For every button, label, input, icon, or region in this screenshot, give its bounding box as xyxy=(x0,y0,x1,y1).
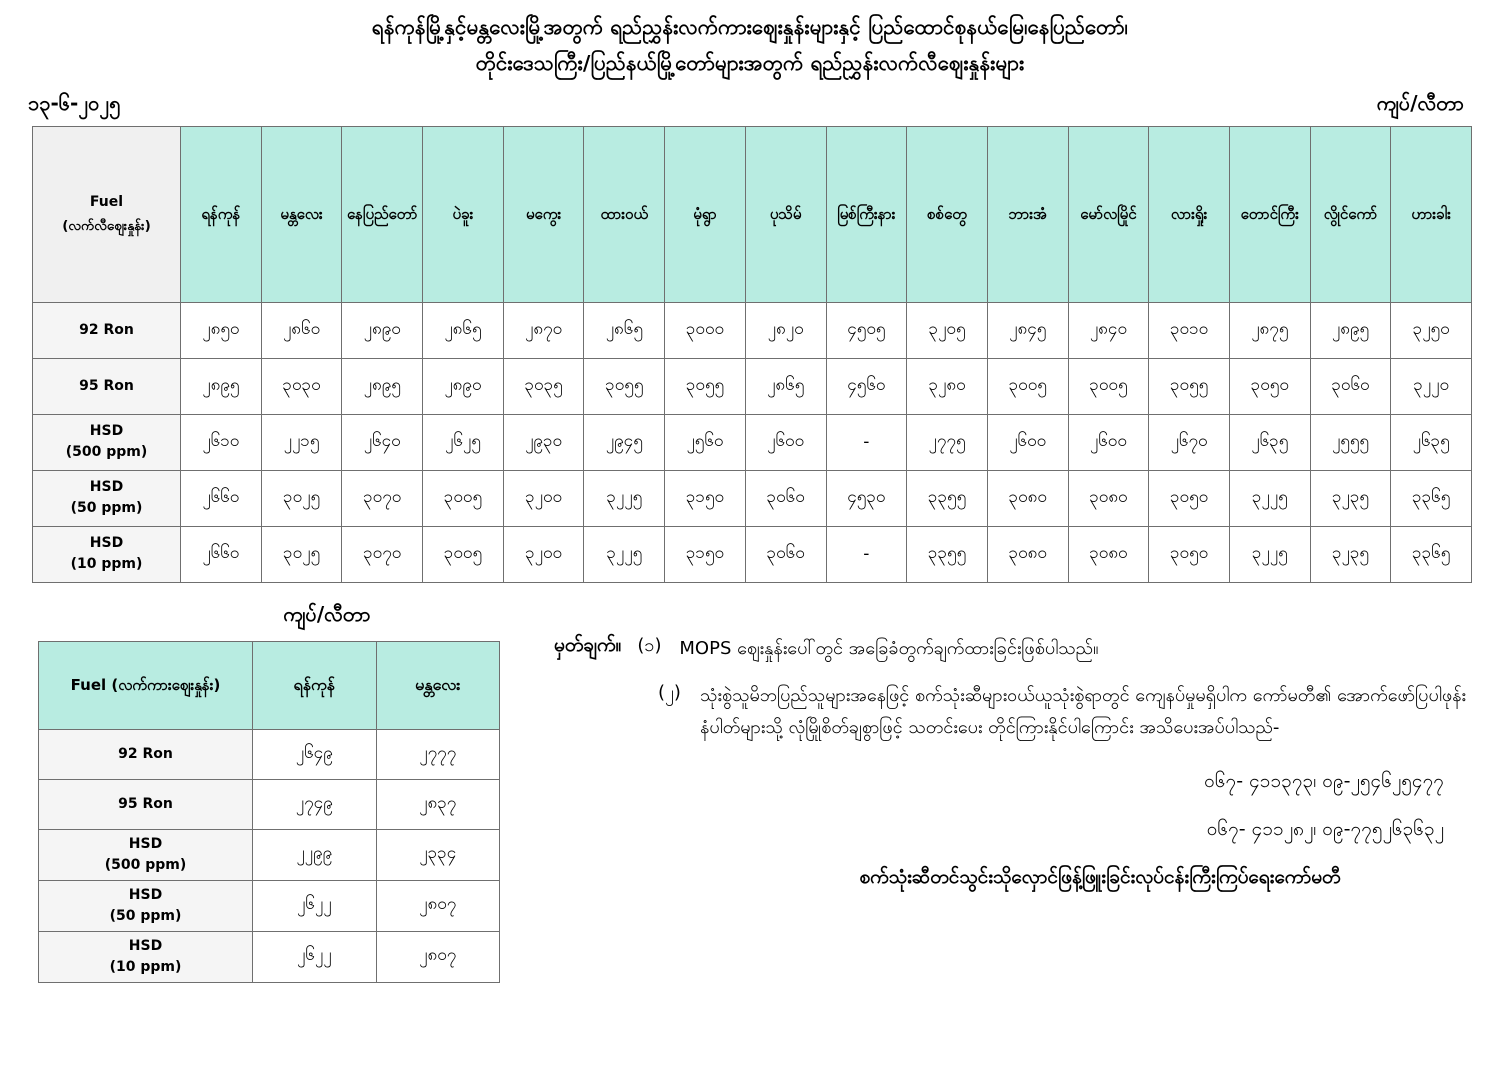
row-label-line-2: (10 ppm) xyxy=(109,958,182,975)
note-item xyxy=(658,680,1466,743)
column-header-city: တောင်ကြီး xyxy=(1229,126,1310,302)
retail-price-table xyxy=(32,126,1472,583)
row-header-fuel-type xyxy=(33,302,181,358)
price-cell: ၂၈၇၅ xyxy=(1229,302,1310,358)
wholesale-price-table xyxy=(38,641,500,983)
row-header-fuel-type xyxy=(33,358,181,414)
price-cell: ၃၂၅၀ xyxy=(1391,302,1472,358)
price-cell: ၃၀၆၀ xyxy=(745,526,826,582)
price-cell: ၂၆၂၅ xyxy=(423,414,504,470)
price-cell: ၂၂၉၉ xyxy=(253,829,377,880)
retail-price-table-wrapper xyxy=(0,126,1500,583)
price-cell: ၃၀၈၀ xyxy=(987,470,1068,526)
price-cell: ၂၆၄၀ xyxy=(342,414,423,470)
column-header-city: ပဲခူး xyxy=(423,126,504,302)
price-cell: ၂၈၉၀ xyxy=(423,358,504,414)
column-header-city: မန္တလေး xyxy=(376,641,500,729)
price-cell: ၂၈၉၀ xyxy=(342,302,423,358)
unit-label-wholesale: ကျပ်/လီတာ xyxy=(283,601,371,626)
price-cell: ၂၆၄၉ xyxy=(253,729,377,779)
price-cell: ၃၀၀၅ xyxy=(423,526,504,582)
retail-table-head xyxy=(33,126,1472,302)
row-label-line-1: 92 Ron xyxy=(118,745,173,762)
price-cell: ၄၅၀၅ xyxy=(826,302,907,358)
price-cell: ၃၃၅၅ xyxy=(907,526,988,582)
price-cell: ၂၆၆၀ xyxy=(181,470,262,526)
price-cell: ၃၀၇၀ xyxy=(342,470,423,526)
price-cell: ၂၅၆၀ xyxy=(665,414,746,470)
column-header-city: နေပြည်တော် xyxy=(342,126,423,302)
row-header-fuel-type xyxy=(33,526,181,582)
row-label-line-1: HSD xyxy=(128,937,163,954)
column-header-city: ရန်ကုန် xyxy=(253,641,377,729)
lower-section xyxy=(0,601,1500,983)
row-label-line-2: (50 ppm) xyxy=(109,907,182,924)
price-cell: ၂၆၂၂ xyxy=(253,880,377,931)
price-cell: - xyxy=(826,526,907,582)
price-cell: ၂၆၂၂ xyxy=(253,931,377,982)
price-cell: ၃၀၀၅ xyxy=(987,358,1068,414)
price-cell: ၂၅၅၅ xyxy=(1310,414,1391,470)
fuel-header-line-1: Fuel xyxy=(70,676,107,695)
price-cell: ၃၀၈၀ xyxy=(1068,470,1149,526)
price-cell: ၂၆၀၀ xyxy=(745,414,826,470)
column-header-city: လွိုင်ကော် xyxy=(1310,126,1391,302)
price-cell: ၃၀၀၅ xyxy=(1068,358,1149,414)
notes-section xyxy=(502,601,1466,894)
note-number: (၂) xyxy=(658,682,681,704)
note-item xyxy=(554,633,1466,665)
row-label-line-1: HSD xyxy=(89,479,124,496)
phone-line: ၀၆၇- ၄၁၁၃၇၃၊ ၀၉-၂၅၄၆၂၅၄၇၇ xyxy=(1204,770,1444,793)
title-line-2: တိုင်းဒေသကြီး/ပြည်နယ်မြို့တော်များအတွက် ရည်ညွှန်းလက်လီဈေးနှုန်းများ xyxy=(475,50,1025,75)
price-cell: ၂၇၇၅ xyxy=(907,414,988,470)
price-cell: ၂၈၆၀ xyxy=(261,302,342,358)
price-cell: ၃၀၅၀ xyxy=(1149,470,1230,526)
row-label-line-2: (500 ppm) xyxy=(104,856,187,873)
column-header-city: ရန်ကုန် xyxy=(181,126,262,302)
price-cell: ၂၆၃၅ xyxy=(1391,414,1472,470)
price-cell: ၂၆၀၀ xyxy=(987,414,1068,470)
price-cell: ၂၆၆၀ xyxy=(181,526,262,582)
contact-phones xyxy=(554,769,1466,845)
price-cell: ၂၂၁၅ xyxy=(261,414,342,470)
column-header-city: ဟားခါး xyxy=(1391,126,1472,302)
row-label-line-2: (500 ppm) xyxy=(65,444,148,461)
price-cell: ၃၀၈၀ xyxy=(987,526,1068,582)
price-cell: ၂၆၀၀ xyxy=(1068,414,1149,470)
wholesale-table-body xyxy=(39,729,500,982)
row-header-fuel-type xyxy=(39,729,253,779)
price-cell: ၂၆၁၀ xyxy=(181,414,262,470)
row-label-line-1: HSD xyxy=(128,886,163,903)
table-row xyxy=(33,526,1472,582)
price-cell: ၃၀၃၅ xyxy=(503,358,584,414)
row-label-line-2: (50 ppm) xyxy=(70,500,143,517)
wholesale-table-wrapper xyxy=(32,601,502,983)
fuel-header-line-1: Fuel xyxy=(89,193,124,210)
column-header-city: မြစ်ကြီးနား xyxy=(826,126,907,302)
report-date: ၁၃-၆-၂၀၂၅ xyxy=(28,90,121,115)
title-line-1: ရန်ကုန်မြို့နှင့်မန္တလေးမြို့အတွက် ရည်ညွှန်းလက်ကားဈေးနှုန်းများနှင့် ပြည်ထောင်စုနယ်မြေ၊နေပြည်တော်၊ xyxy=(371,15,1129,39)
price-cell: ၂၈၆၅ xyxy=(423,302,504,358)
price-cell: ၃၂၀၀ xyxy=(503,470,584,526)
price-cell: ၂၆၃၅ xyxy=(1229,414,1310,470)
price-cell: ၂၈၄၀ xyxy=(1068,302,1149,358)
wholesale-table-head xyxy=(39,641,500,729)
row-header-fuel-type xyxy=(33,470,181,526)
price-cell: ၂၈၀၇ xyxy=(376,931,500,982)
column-header-city: မန္တလေး xyxy=(261,126,342,302)
row-label-line-1: HSD xyxy=(128,835,163,852)
table-row xyxy=(39,931,500,982)
price-cell: ၂၈၉၅ xyxy=(181,358,262,414)
price-cell: ၃၀၅၅ xyxy=(1149,358,1230,414)
price-cell: ၃၀၈၀ xyxy=(1068,526,1149,582)
table-row xyxy=(39,829,500,880)
table-header-row xyxy=(39,641,500,729)
row-label-line-1: HSD xyxy=(89,423,124,440)
price-cell: ၃၃၆၅ xyxy=(1391,470,1472,526)
column-header-fuel xyxy=(33,126,181,302)
price-cell: ၃၀၅၅ xyxy=(665,358,746,414)
price-cell: ၃၀၆၀ xyxy=(745,470,826,526)
table-row xyxy=(33,302,1472,358)
row-label-line-1: 95 Ron xyxy=(79,377,134,394)
column-header-city: လားရှိုး xyxy=(1149,126,1230,302)
price-cell: ၃၀၅၀ xyxy=(1229,358,1310,414)
price-cell: - xyxy=(826,414,907,470)
price-cell: ၃၀၅၀ xyxy=(1149,526,1230,582)
table-header-row xyxy=(33,126,1472,302)
price-cell: ၃၁၅၀ xyxy=(665,526,746,582)
page-title xyxy=(0,0,1500,82)
note-number: (၁) xyxy=(637,634,662,656)
row-header-fuel-type xyxy=(39,931,253,982)
price-cell: ၂၈၀၇ xyxy=(376,880,500,931)
price-cell: ၂၇၄၉ xyxy=(253,779,377,829)
price-cell: ၃၁၅၀ xyxy=(665,470,746,526)
column-header-city: မော်လမြိုင် xyxy=(1068,126,1149,302)
column-header-fuel xyxy=(39,641,253,729)
price-cell: ၃၃၅၅ xyxy=(907,470,988,526)
price-cell: ၂၈၆၅ xyxy=(745,358,826,414)
price-cell: ၃၂၃၅ xyxy=(1310,526,1391,582)
notes-label: မှတ်ချက်။ xyxy=(554,633,622,656)
price-cell: ၃၀၂၅ xyxy=(261,470,342,526)
retail-table-body xyxy=(33,302,1472,582)
meta-row xyxy=(0,82,1500,126)
price-cell: ၃၀၀၅ xyxy=(423,470,504,526)
table-row xyxy=(39,729,500,779)
table-row xyxy=(33,414,1472,470)
unit-label-main: ကျပ်/လီတာ xyxy=(1376,90,1464,115)
price-cell: ၃၂၈၀ xyxy=(907,358,988,414)
price-cell: ၂၉၄၅ xyxy=(584,414,665,470)
column-header-city: စစ်တွေ xyxy=(907,126,988,302)
price-cell: ၂၈၆၅ xyxy=(584,302,665,358)
row-label-line-1: 92 Ron xyxy=(79,321,134,338)
price-cell: ၂၈၉၅ xyxy=(342,358,423,414)
row-header-fuel-type xyxy=(33,414,181,470)
price-cell: ၂၈၅၀ xyxy=(181,302,262,358)
phone-line: ၀၆၇- ၄၁၁၂၈၂၊ ၀၉-၇၇၅၂၆၃၆၃၂ xyxy=(1206,818,1444,841)
column-header-city: မကွေး xyxy=(503,126,584,302)
price-cell: ၂၈၂၀ xyxy=(745,302,826,358)
fuel-header-line-2: (လက်ကားဈေးနှုန်း) xyxy=(111,676,221,695)
column-header-city: မုံရွာ xyxy=(665,126,746,302)
price-cell: ၃၂၂၅ xyxy=(1229,526,1310,582)
column-header-city: ပုသိမ် xyxy=(745,126,826,302)
price-cell: ၄၅၆၀ xyxy=(826,358,907,414)
price-cell: ၄၅၃၀ xyxy=(826,470,907,526)
column-header-city: ထားဝယ် xyxy=(584,126,665,302)
price-cell: ၂၈၃၇ xyxy=(376,779,500,829)
price-cell: ၃၀၀၀ xyxy=(665,302,746,358)
price-cell: ၃၂၂၅ xyxy=(584,470,665,526)
table-row xyxy=(39,880,500,931)
price-cell: ၃၂၂၀ xyxy=(1391,358,1472,414)
price-cell: ၂၆၇၀ xyxy=(1149,414,1230,470)
price-cell: ၃၂၂၅ xyxy=(1229,470,1310,526)
table-row xyxy=(33,358,1472,414)
note-text: MOPS ဈေးနှုန်းပေါ်တွင် အခြေခံတွက်ချက်ထားခြင်းဖြစ်ပါသည်။ xyxy=(679,637,1099,659)
fuel-header-line-2: (လက်လီဈေးနှုန်း) xyxy=(62,217,151,234)
price-cell: ၃၂၂၅ xyxy=(584,526,665,582)
price-cell: ၃၂၀၀ xyxy=(503,526,584,582)
issuing-committee: စက်သုံးဆီတင်သွင်းသိုလှောင်ဖြန့်ဖြူးခြင်းလုပ်ငန်းကြီးကြပ်ရေးကော်မတီ xyxy=(859,866,1341,889)
price-cell: ၃၀၂၅ xyxy=(261,526,342,582)
row-label-line-2: (10 ppm) xyxy=(70,556,143,573)
price-cell: ၃၀၁၀ xyxy=(1149,302,1230,358)
price-cell: ၃၂၃၅ xyxy=(1310,470,1391,526)
price-cell: ၃၀၅၅ xyxy=(584,358,665,414)
row-label-line-1: 95 Ron xyxy=(118,795,173,812)
price-cell: ၃၀၇၀ xyxy=(342,526,423,582)
price-cell: ၂၈၇၀ xyxy=(503,302,584,358)
price-cell: ၂၉၃၀ xyxy=(503,414,584,470)
price-cell: ၂၈၄၅ xyxy=(987,302,1068,358)
price-cell: ၃၀၃၀ xyxy=(261,358,342,414)
row-header-fuel-type xyxy=(39,779,253,829)
price-cell: ၂၇၇၇ xyxy=(376,729,500,779)
note-text: သုံးစွဲသူမိဘပြည်သူများအနေဖြင့် စက်သုံးဆီများဝယ်ယူသုံးစွဲရာတွင် ကျေနပ်မှုမရှိပါက ကော်မတီ၏ အောက်ဖော်ပြပါဖုန်းနံပါတ်များသို့ လုံမြိုုစိတ်ချစွာဖြင့် သတင်းပေး တိုင်ကြားနိုင်ပါကြောင်း အသိပေးအပ်ပါသည်- xyxy=(700,685,1466,738)
row-header-fuel-type xyxy=(39,880,253,931)
price-cell: ၂၈၉၅ xyxy=(1310,302,1391,358)
price-cell: ၂၃၃၄ xyxy=(376,829,500,880)
table-row xyxy=(33,470,1472,526)
price-cell: ၃၃၆၅ xyxy=(1391,526,1472,582)
price-cell: ၃၂၀၅ xyxy=(907,302,988,358)
column-header-city: ဘားအံ xyxy=(987,126,1068,302)
table-row xyxy=(39,779,500,829)
row-header-fuel-type xyxy=(39,829,253,880)
price-cell: ၃၀၆၀ xyxy=(1310,358,1391,414)
row-label-line-1: HSD xyxy=(89,535,124,552)
